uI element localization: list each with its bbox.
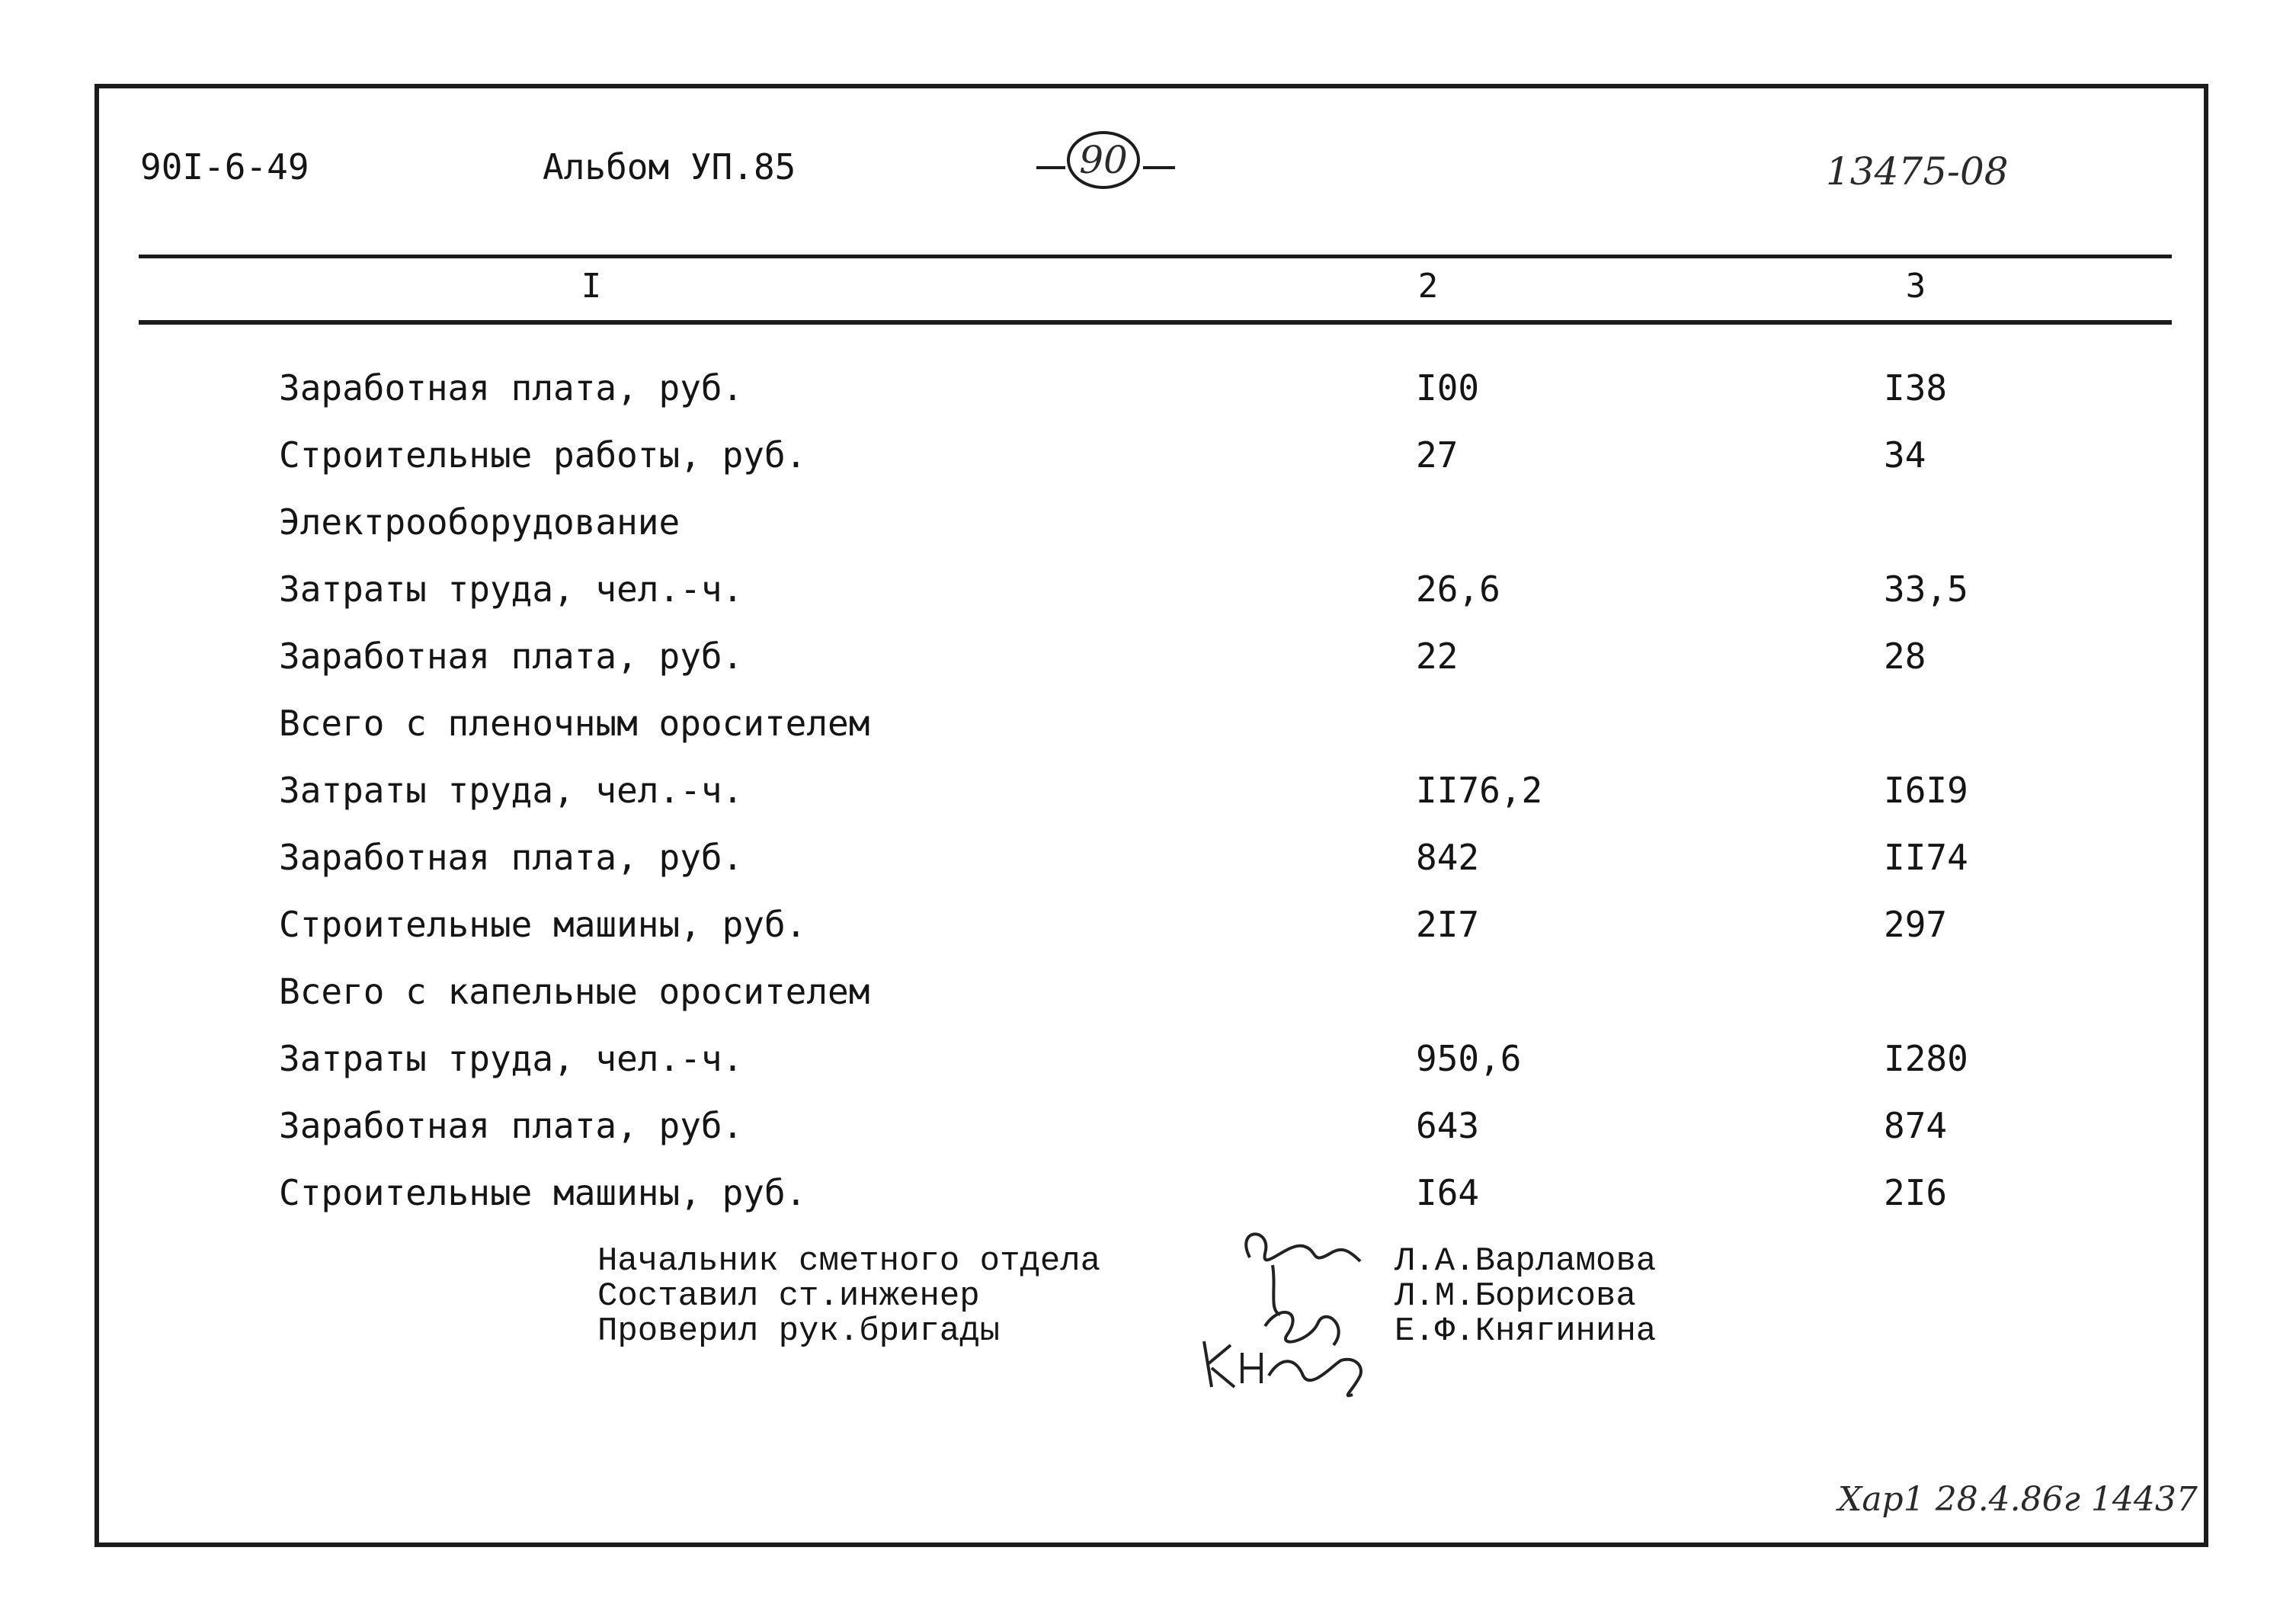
column-header-1: I [581,267,602,306]
table-row [0,1038,2296,1099]
row-value-col3: 28 [1884,636,1926,677]
row-label: Строительные машины, руб. [279,1172,807,1213]
row-value-col3: I280 [1884,1038,1968,1079]
table-row [0,367,2296,428]
page-number-dash-left [1036,166,1065,169]
row-value-col2: 22 [1416,636,1459,677]
signature-role: Начальник сметного отдела [597,1242,1101,1280]
signature-name: Л.А.Варламова [1395,1242,1657,1280]
page-number-dash-right [1143,166,1175,169]
table-section-row [0,501,2296,562]
signature-roles [597,1244,1100,1349]
row-label: Затраты труда, чел.-ч. [279,1038,744,1079]
row-value-col2: II76,2 [1416,770,1543,811]
signature-role: Проверил рук.бригады [597,1312,1001,1350]
row-value-col2: I64 [1416,1172,1480,1213]
row-label: Заработная плата, руб. [279,367,744,408]
column-header-2: 2 [1417,267,1439,306]
row-value-col3: I6I9 [1884,770,1968,811]
row-value-col2: 950,6 [1416,1038,1522,1079]
row-value-col2: 643 [1416,1105,1480,1146]
signature-name: Е.Ф.Княгинина [1395,1312,1657,1350]
row-label: Заработная плата, руб. [279,636,744,677]
row-value-col3: 297 [1884,904,1948,945]
signature-names [1395,1244,1656,1349]
page-number: 90 [1067,131,1140,189]
table-row [0,636,2296,697]
row-value-col3: II74 [1884,837,1968,878]
row-label: Строительные машины, руб. [279,904,807,945]
column-header-3: 3 [1905,267,1926,306]
table-section-row [0,703,2296,764]
table-section-row [0,971,2296,1032]
row-label: Заработная плата, руб. [279,1105,744,1146]
row-label: Затраты труда, чел.-ч. [279,569,744,610]
doc-code: 90I-6-49 [140,146,309,187]
row-value-col3: 33,5 [1884,569,1968,610]
footer-handwritten-note: Хар1 28.4.86г 14437 [1838,1480,2198,1519]
stamp-number: 13475-08 [1826,149,2009,194]
row-value-col2: 2I7 [1416,904,1480,945]
table-top-rule [139,255,2172,258]
row-value-col2: 842 [1416,837,1480,878]
row-value-col2: 26,6 [1416,569,1500,610]
table-row [0,837,2296,898]
row-value-col3: 874 [1884,1105,1948,1146]
table-row [0,1105,2296,1166]
table-row [0,904,2296,965]
row-label: Электрооборудование [279,501,680,543]
row-value-col2: I00 [1416,367,1480,408]
album-title: Альбом УП.85 [543,146,796,187]
row-label: Затраты труда, чел.-ч. [279,770,744,811]
signature-name: Л.М.Борисова [1395,1277,1636,1315]
table-row [0,1172,2296,1233]
row-value-col2: 27 [1416,434,1459,476]
row-value-col3: I38 [1884,367,1948,408]
row-label: Всего с пленочным оросителем [279,703,870,744]
row-label: Всего с капельные оросителем [279,971,870,1012]
table-row [0,770,2296,831]
table-header-rule [139,320,2172,325]
table-row [0,434,2296,495]
row-label: Строительные работы, руб. [279,434,807,476]
signature-role: Составил ст.инженер [597,1277,980,1315]
row-label: Заработная плата, руб. [279,837,744,878]
row-value-col3: 34 [1884,434,1926,476]
table-row [0,569,2296,629]
row-value-col3: 2I6 [1884,1172,1948,1213]
handwritten-signatures [1189,1212,1410,1402]
